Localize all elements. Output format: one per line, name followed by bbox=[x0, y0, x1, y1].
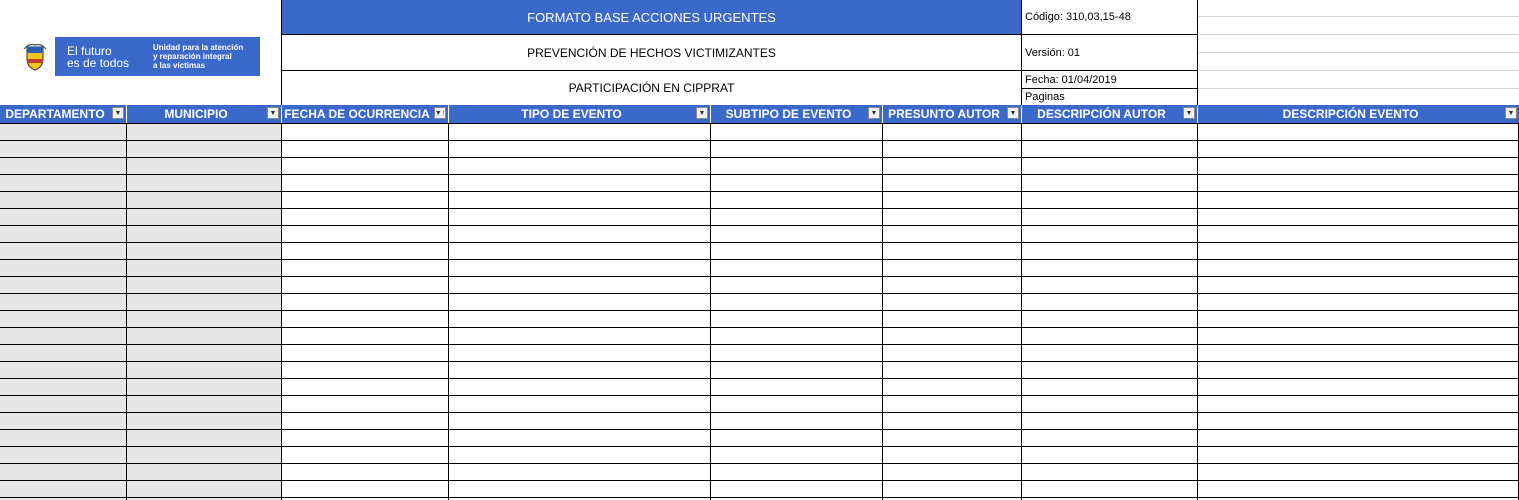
grid-row-line bbox=[0, 310, 1519, 311]
logo-line1: El futuro bbox=[67, 43, 112, 58]
column-header-presunto-autor[interactable] bbox=[883, 105, 1022, 123]
version-cell[interactable]: Versión: 01 bbox=[1021, 34, 1198, 71]
grid-row-line bbox=[0, 174, 1519, 175]
column-label: DEPARTAMENTO bbox=[5, 107, 105, 121]
column-label: TIPO DE EVENTO bbox=[521, 107, 622, 121]
logo-line2: es de todos bbox=[67, 55, 130, 70]
grid-row-line bbox=[0, 208, 1519, 209]
grid-row-line bbox=[0, 123, 1519, 124]
grid-row-line bbox=[0, 497, 1519, 498]
column-header-descripcion-evento[interactable] bbox=[1198, 105, 1519, 123]
grid-row-line bbox=[0, 429, 1519, 430]
grid-column-line bbox=[710, 123, 711, 500]
form-subtitle-prevencion[interactable]: PREVENCIÓN DE HECHOS VICTIMIZANTES bbox=[281, 34, 1022, 71]
form-subtitle-participacion[interactable]: PARTICIPACIÓN EN CIPPRAT bbox=[281, 70, 1022, 106]
column-label: MUNICIPIO bbox=[164, 107, 228, 121]
grid-row-line bbox=[0, 446, 1519, 447]
grid-row-line bbox=[0, 378, 1519, 379]
departamento-column-cells[interactable] bbox=[0, 123, 127, 500]
column-label: DESCRIPCIÓN AUTOR bbox=[1037, 107, 1166, 121]
sort-filter-icon[interactable]: ▼↑ bbox=[434, 107, 446, 119]
dropdown-arrow-icon[interactable]: ▼ bbox=[1183, 107, 1195, 119]
logo-unit-line3: a las víctimas bbox=[153, 61, 206, 70]
dropdown-arrow-icon[interactable]: ▼ bbox=[112, 107, 124, 119]
grid-column-line bbox=[448, 123, 449, 500]
grid-row-line bbox=[0, 412, 1519, 413]
column-label: PRESUNTO AUTOR bbox=[888, 107, 1000, 121]
logo-unit-line1: Unidad para la atención bbox=[153, 43, 244, 52]
municipio-column-cells[interactable] bbox=[127, 123, 282, 500]
grid-row-line bbox=[0, 242, 1519, 243]
column-header-row bbox=[0, 105, 1519, 123]
dropdown-arrow-icon[interactable]: ▼ bbox=[1505, 107, 1517, 119]
grid-column-line bbox=[1197, 123, 1198, 500]
column-header-fecha-ocurrencia[interactable] bbox=[282, 105, 449, 123]
grid-column-line bbox=[882, 123, 883, 500]
dropdown-arrow-icon[interactable]: ▼ bbox=[1007, 107, 1019, 119]
column-header-tipo-evento[interactable] bbox=[449, 105, 711, 123]
grid-row-line bbox=[0, 361, 1519, 362]
grid-row-line bbox=[0, 293, 1519, 294]
grid-row-line bbox=[0, 344, 1519, 345]
grid-column-line bbox=[1021, 123, 1022, 500]
dropdown-arrow-icon[interactable]: ▼ bbox=[696, 107, 708, 119]
column-header-subtipo-evento[interactable] bbox=[711, 105, 883, 123]
dropdown-arrow-icon[interactable]: ▼ bbox=[267, 107, 279, 119]
grid-row-line bbox=[0, 140, 1519, 141]
dropdown-arrow-icon[interactable]: ▼ bbox=[868, 107, 880, 119]
grid-column-line bbox=[126, 123, 127, 500]
column-header-departamento[interactable] bbox=[0, 105, 127, 123]
codigo-cell[interactable]: Código: 310,03,15-48 bbox=[1021, 0, 1198, 35]
column-label: DESCRIPCIÓN EVENTO bbox=[1282, 107, 1419, 121]
logo-area bbox=[15, 37, 260, 76]
grid-row-line bbox=[0, 225, 1519, 226]
fecha-cell[interactable]: Fecha: 01/04/2019 bbox=[1021, 70, 1198, 89]
column-header-municipio[interactable] bbox=[127, 105, 282, 123]
grid-row-line bbox=[0, 191, 1519, 192]
grid-row-line bbox=[0, 395, 1519, 396]
logo-unit-line2: y reparación integral bbox=[153, 52, 232, 61]
grid-row-line bbox=[0, 480, 1519, 481]
column-header-descripcion-autor[interactable] bbox=[1022, 105, 1198, 123]
grid-row-line bbox=[0, 259, 1519, 260]
grid-row-line bbox=[0, 327, 1519, 328]
grid-row-line bbox=[0, 463, 1519, 464]
colombia-coat-of-arms-icon bbox=[15, 37, 55, 76]
grid-column-line bbox=[281, 123, 282, 500]
form-title[interactable]: FORMATO BASE ACCIONES URGENTES bbox=[281, 0, 1022, 35]
column-label: SUBTIPO DE EVENTO bbox=[725, 107, 852, 121]
paginas-cell[interactable]: Paginas bbox=[1021, 88, 1198, 106]
grid-row-line bbox=[0, 276, 1519, 277]
column-label: FECHA DE OCURRENCIA bbox=[284, 107, 430, 121]
grid-row-line bbox=[0, 157, 1519, 158]
